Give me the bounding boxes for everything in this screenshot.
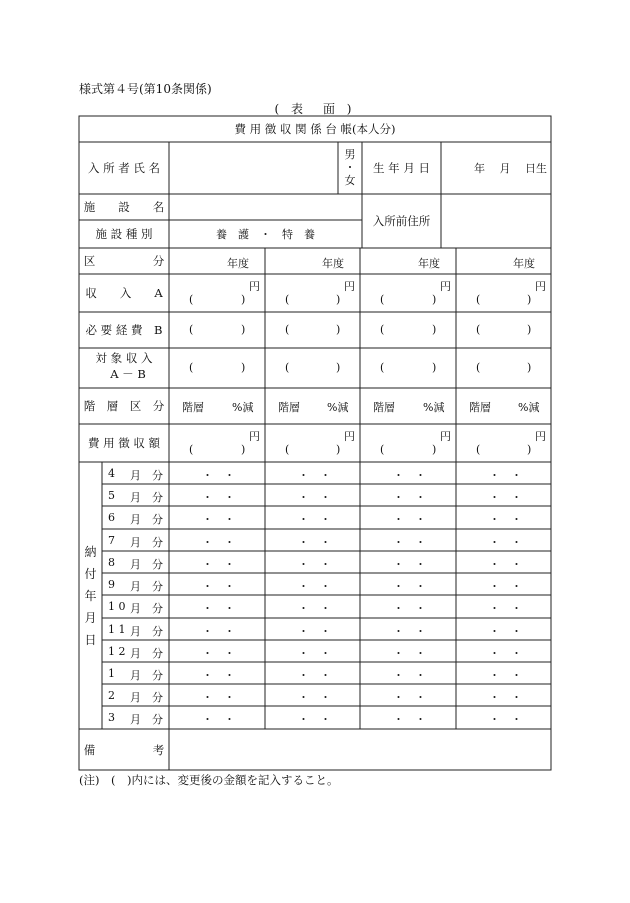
income-yen-4: 円 [535,280,546,293]
income-yen-1: 円 [249,280,260,293]
tier-label: 階 層 区 分 [83,399,165,413]
footer-note: (注) ( )内には、変更後の金額を記入すること。 [79,773,339,787]
payment-date-1-8[interactable]: ・ ・ [202,625,235,638]
payment-date-2-7[interactable]: ・ ・ [298,602,331,615]
fiscal-year-2[interactable]: 年度 [322,257,344,270]
payment-date-4-9[interactable]: ・ ・ [489,647,522,660]
payment-date-3-5[interactable]: ・ ・ [393,558,426,571]
reduction-text-1: %減 [232,401,254,414]
remarks-label: 備 考 [83,742,165,757]
tier-text-1: 階層 [182,401,204,414]
sex-separator: ・ [344,161,356,174]
month-number-7: 1 0 [108,600,126,613]
payment-date-1-6[interactable]: ・ ・ [202,580,235,593]
target-paren-open-3: ( [380,361,385,374]
sex-female-label: 女 [344,174,356,187]
payment-date-4-8[interactable]: ・ ・ [489,625,522,638]
expense-paren-close-1: ) [241,323,246,336]
fiscal-year-3[interactable]: 年度 [418,257,440,270]
income-paren-open-1: ( [189,293,194,306]
ledger-title: 費 用 徴 収 関 係 台 帳(本人分) [234,122,396,136]
reduction-text-4: %減 [518,401,540,414]
payment-date-2-6[interactable]: ・ ・ [298,580,331,593]
fee-yen-3: 円 [440,430,451,443]
category-label: 区 分 [83,254,165,268]
previous-address-label: 入所前住所 [372,214,431,228]
payment-date-1-11[interactable]: ・ ・ [202,691,235,704]
side-label: ( 表 面 ) [274,102,356,116]
income-paren-open-2: ( [285,293,290,306]
month-number-11: 2 [108,689,115,702]
payment-date-4-11[interactable]: ・ ・ [489,691,522,704]
month-unit-11: 月 分 [130,691,163,704]
month-number-4: 7 [108,534,115,547]
facility-name-label: 施 設 名 [83,200,165,214]
payment-date-1-3[interactable]: ・ ・ [202,513,235,526]
target-paren-open-1: ( [189,361,194,374]
payment-date-3-2[interactable]: ・ ・ [393,491,426,504]
expense-label: 必 要 経 費 B [85,323,163,337]
payment-date-2-3[interactable]: ・ ・ [298,513,331,526]
income-paren-open-3: ( [380,293,385,306]
resident-name-label: 入 所 者 氏 名 [87,161,161,175]
payment-date-2-11[interactable]: ・ ・ [298,691,331,704]
expense-paren-open-2: ( [285,323,290,336]
fee-yen-1: 円 [249,430,260,443]
target-paren-open-4: ( [476,361,481,374]
tier-text-3: 階層 [373,401,395,414]
birth-date-label: 生 年 月 日 [373,161,430,175]
month-number-10: 1 [108,667,115,680]
payment-date-2-10[interactable]: ・ ・ [298,669,331,682]
sex-male-label: 男 [344,148,356,161]
fiscal-year-1[interactable]: 年度 [227,257,249,270]
income-label: 収 入 A [85,286,163,300]
target-paren-open-2: ( [285,361,290,374]
payment-date-1-5[interactable]: ・ ・ [202,558,235,571]
target-paren-close-4: ) [527,361,532,374]
month-unit-1: 月 分 [130,469,163,482]
payment-date-4-2[interactable]: ・ ・ [489,491,522,504]
payment-date-4-12[interactable]: ・ ・ [489,713,522,726]
payment-date-4-3[interactable]: ・ ・ [489,513,522,526]
payment-date-2-8[interactable]: ・ ・ [298,625,331,638]
fee-label: 費 用 徴 収 額 [87,436,161,450]
fee-paren-open-3: ( [380,443,385,456]
payment-date-2-1[interactable]: ・ ・ [298,469,331,482]
fee-paren-close-4: ) [527,443,532,456]
payment-date-3-9[interactable]: ・ ・ [393,647,426,660]
fee-paren-open-2: ( [285,443,290,456]
facility-type-label: 施 設 種 別 [95,227,153,241]
payment-date-4-10[interactable]: ・ ・ [489,669,522,682]
payment-char-3: 年 [84,588,97,603]
month-unit-4: 月 分 [130,536,163,549]
month-number-2: 5 [108,489,115,502]
expense-paren-close-4: ) [527,323,532,336]
payment-date-1-2[interactable]: ・ ・ [202,491,235,504]
month-number-8: 1 1 [108,623,126,636]
month-unit-3: 月 分 [130,513,163,526]
payment-date-2-2[interactable]: ・ ・ [298,491,331,504]
income-yen-3: 円 [440,280,451,293]
expense-paren-close-3: ) [432,323,437,336]
payment-char-2: 付 [84,566,97,581]
month-unit-12: 月 分 [130,713,163,726]
payment-date-1-7[interactable]: ・ ・ [202,602,235,615]
payment-char-4: 月 [84,610,97,625]
fee-paren-close-2: ) [336,443,341,456]
month-unit-7: 月 分 [130,602,163,615]
payment-char-1: 納 [84,544,97,559]
payment-date-3-6[interactable]: ・ ・ [393,580,426,593]
payment-date-3-12[interactable]: ・ ・ [393,713,426,726]
payment-date-3-4[interactable]: ・ ・ [393,536,426,549]
target-paren-close-1: ) [241,361,246,374]
payment-date-3-10[interactable]: ・ ・ [393,669,426,682]
form-number: 様式第４号(第10条関係) [79,82,212,96]
month-unit-9: 月 分 [130,647,163,660]
target-income-label-line1: 対 象 収 入 [95,351,153,365]
reduction-text-3: %減 [423,401,445,414]
month-number-6: 9 [108,578,115,591]
payment-date-3-8[interactable]: ・ ・ [393,625,426,638]
month-unit-5: 月 分 [130,558,163,571]
payment-date-2-5[interactable]: ・ ・ [298,558,331,571]
income-paren-close-1: ) [241,293,246,306]
facility-type-value: 養 護 ・ 特 養 [216,228,315,241]
fee-yen-2: 円 [344,430,355,443]
income-paren-open-4: ( [476,293,481,306]
payment-date-1-4[interactable]: ・ ・ [202,536,235,549]
month-unit-6: 月 分 [130,580,163,593]
payment-date-1-9[interactable]: ・ ・ [202,647,235,660]
payment-char-5: 日 [84,632,97,647]
fee-paren-open-1: ( [189,443,194,456]
expense-paren-open-3: ( [380,323,385,336]
expense-paren-open-4: ( [476,323,481,336]
expense-paren-close-2: ) [336,323,341,336]
fee-yen-4: 円 [535,430,546,443]
payment-date-4-7[interactable]: ・ ・ [489,602,522,615]
target-paren-close-2: ) [336,361,341,374]
month-number-1: 4 [108,467,115,480]
birth-date-field[interactable]: 年 月 日生 [474,162,547,175]
month-number-12: 3 [108,711,115,724]
month-number-9: 1 2 [108,645,126,658]
month-unit-10: 月 分 [130,669,163,682]
month-unit-2: 月 分 [130,491,163,504]
tier-text-2: 階層 [278,401,300,414]
payment-date-1-1[interactable]: ・ ・ [202,469,235,482]
payment-date-3-1[interactable]: ・ ・ [393,469,426,482]
income-yen-2: 円 [344,280,355,293]
payment-date-4-4[interactable]: ・ ・ [489,536,522,549]
income-paren-close-2: ) [336,293,341,306]
fiscal-year-4[interactable]: 年度 [513,257,535,270]
month-unit-8: 月 分 [130,625,163,638]
target-income-label-line2: A － B [110,367,146,381]
tier-text-4: 階層 [469,401,491,414]
payment-date-4-6[interactable]: ・ ・ [489,580,522,593]
payment-date-3-7[interactable]: ・ ・ [393,602,426,615]
payment-date-4-5[interactable]: ・ ・ [489,558,522,571]
fee-paren-close-3: ) [432,443,437,456]
payment-date-2-12[interactable]: ・ ・ [298,713,331,726]
expense-paren-open-1: ( [189,323,194,336]
payment-date-1-10[interactable]: ・ ・ [202,669,235,682]
reduction-text-2: %減 [327,401,349,414]
month-number-3: 6 [108,511,115,524]
fee-paren-open-4: ( [476,443,481,456]
payment-date-3-3[interactable]: ・ ・ [393,513,426,526]
payment-date-2-4[interactable]: ・ ・ [298,536,331,549]
income-paren-close-3: ) [432,293,437,306]
payment-date-1-12[interactable]: ・ ・ [202,713,235,726]
payment-date-2-9[interactable]: ・ ・ [298,647,331,660]
month-number-5: 8 [108,556,115,569]
payment-date-3-11[interactable]: ・ ・ [393,691,426,704]
payment-date-4-1[interactable]: ・ ・ [489,469,522,482]
income-paren-close-4: ) [527,293,532,306]
target-paren-close-3: ) [432,361,437,374]
fee-paren-close-1: ) [241,443,246,456]
